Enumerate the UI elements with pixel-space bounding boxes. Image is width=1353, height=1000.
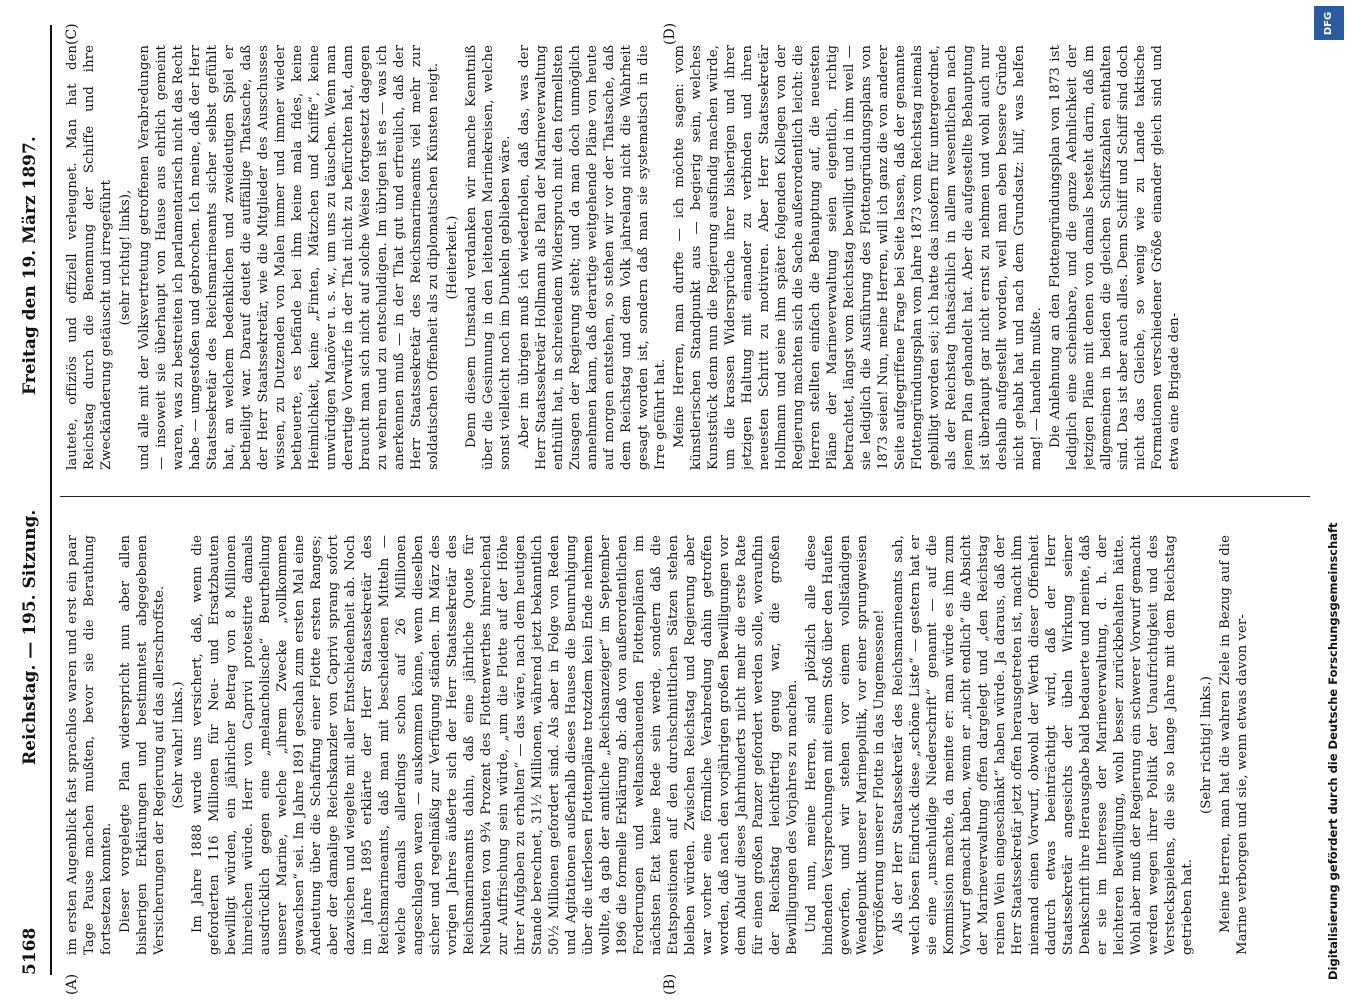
paragraph: Und nun, meine Herren, sind plötzlich alle diese bindenden Versprechungen mit einem Stoß über den Haufen geworfen, und wir stehen vor einem vollständigen Wendepunkt unserer Marinepolitik, vor einer sprungweisen Vergrößerung unserer Flotte in das Ungemessene! (804, 535, 887, 955)
margin-marker-d: (D) (662, 22, 678, 45)
header-rule (50, 25, 52, 975)
paragraph: Dieser vorgelegte Plan widerspricht nun aber allen bisherigen Erklärungen und bestimmtest abgegebenen Versicherungen der Regierung auf das allerschroffste. (118, 535, 167, 955)
digitization-credit: Digitalisierung gefördert durch die Deutsche Forschungsgemeinschaft (1326, 522, 1340, 980)
dfg-logo (1314, 6, 1344, 40)
interjection: (Sehr wahr! links.) (171, 681, 186, 809)
paragraph: Die Anlehnung an den Flottengründungsplan von 1873 ist lediglich eine scheinbare, und die ganze Aehnlichkeit der jetzigen Pläne mit denen von damals besteht darin, daß im allgemeinen in beiden die gleichen Schiffszahlen enthalten sind. Das ist aber auch alles. Denn Schiff und Schiff sind doch nicht das Gleiche, so wenig wie zu Lande taktische Formationen verschiedener Größe einander gleich sind und etwa eine Brigade den- (1048, 45, 1182, 470)
page-number: 5168 (20, 927, 40, 975)
dfg-logo-text: DFG (1323, 11, 1335, 35)
page-header (20, 25, 54, 975)
paragraph: Als der Herr Staatssekretär des Reichsmarineamts sah, welch bösen Eindruck diese „schöne Liste“ — gestern hat er sie eine „unschuldige Niederschrift“ genannt — auf die Kommission machte, da meinte er: man würde es ihm zum Vorwurf gemacht haben, wenn er „nicht endlich“ die Absicht der Marineverwaltung offen dargelegt und „den Reichstag reinen Wein eingeschänkt“ haben würde. Ja daraus, daß der Herr Staatssekretär jetzt offen herausgetreten ist, macht ihm niemand einen Vorwurf, obwohl der Werth dieser Offenheit dadurch etwas beeinträchtigt wird, daß der Herr Staatssekretär angesichts der übeln Wirkung seiner Denkschrift ihre Herausgabe bald bedauerte und meinte, daß er sie im Interesse der Marineverwaltung, d. h. der leichteren Bewilligung, wohl besser zurückbehalten hätte. Wohl aber muß der Regierung ein schwerer Vorwurf gemacht werden wegen ihrer Politik der Unaufrichtigkeit und des Versteckspielens, die sie so lange Jahre mit dem Reichstag getrieben hat. (891, 535, 1195, 955)
paragraph: lautete, offiziös und offiziell verleugnet. Man hat den Reichstag durch die Benennung der Schiffe und ihre Zweckänderung getäuscht und irregeführt (65, 45, 114, 470)
paragraph: Meine Herren, man hat die wahren Ziele in Bezug auf die Marine verborgen und sie, wenn etwas davon ver- (1218, 535, 1250, 955)
paragraph: Meine Herren, man durfte — ich möchte sagen: vom künstlerischen Standpunkt aus — begierig sein, welches Kunststück denn nun die Regierung ausfindig machen würde, um die krassen Widersprüche ihrer bisherigen und ihrer jetzigen Haltung mit einander zu verbinden und ihren neuesten Schritt zu motiviren. Aber Herr Staatssekretär Hollmann und seine ihm später folgenden Kollegen von der Regierung machten sich die Sache außerordentlich leicht: die Herren stellten einfach die Behauptung auf, die neuesten Pläne der Marineverwaltung seien eigentlich, richtig betrachtet, längst vom Reichstag bewilligt und in ihm weil — sie lediglich die Ausführung des Flottengründungsplans von 1873 seien! Nun, meine Herren, will ich ganz die von anderer Seite aufgegriffene Frage bei Seite lassen, daß der genannte Flottengründungsplan vom Jahre 1873 vom Reichstag niemals gebilligt worden sei; ich hatte das insofern für untergeordnet, als der Reichstag thatsächlich in allem wesentlichen nach jenem Plan gehandelt hat. Aber die aufgestellte Behauptung ist überhaupt gar nicht ernst zu nehmen und wohl auch nur deshalb aufgestellt worden, weil man eben bessere Gründe nicht gehabt hat und nach dem Grundsatz: hilf, was helfen mag! — handeln mußte. (672, 45, 1044, 470)
interjection: (Heiterkeit.) (445, 215, 460, 300)
paragraph: Aber im übrigen muß ich wiederholen, daß das, was der Herr Staatssekretär Hollmann als Plan der Marineverwaltung enthüllt hat, in schreiendem Widerspruch mit den formellsten Zusagen der Regierung steht; und da man doch unmöglich annehmen kann, daß derartige weitgehende Pläne von heute auf morgen entstehen, so stehen wir vor der Thatsache, daß dem Reichstag und dem Volk jahrelang nicht die Wahrheit gesagt worden ist, sondern daß man sie systematisch in die Irre geführt hat. (517, 45, 668, 470)
paragraph: Im Jahre 1888 wurde uns versichert, daß, wenn die geforderten 116 Millionen für Neu- und Ersatzbauten bewilligt würden, ein jährlicher Betrag von 8 Millionen hinreichen würde. Herr von Caprivi protestirte damals ausdrücklich gegen eine „melancholische“ Beurtheilung unserer Marine, welche „ihrem Zwecke „vollkommen gewachsen“ sei. Im Jahre 1891 geschah zum ersten Mal eine Andeutung über die Schaffung einer Flotte ersten Ranges; aber der damalige Reichskanzler von Caprivi sprang sofort dazwischen und wiegelte mit aller Entschiedenheit ab. Noch im Jahre 1895 erklärte der Herr Staatssekretär des Reichsmarineamts, daß man mit bescheidenen Mitteln — welche damals allerdings schon auf 26 Millionen angeschlagen waren — auskommen könne, wenn dieselben sicher und regelmäßig zur Verfügung ständen. Im März des vorigen Jahres äußerte sich der Herr Staatssekretär des Reichsmarineamts dahin, daß eine jährliche Quote für Neubauten von 9¾ Prozent des Flottenwerthes hinreichend zur Auffrischung sein würde, „um die Flotte auf der Höhe ihrer Aufgaben zu erhalten“ — das wäre, nach dem heutigen Stande berechnet, 31½ Millionen, während jetzt bekanntlich 50½ Millionen gefordert sind. Als aber in Folge von Reden und Agitationen außerhalb dieses Hauses die Beunruhigung über die uferlosen Flottenpläne trotzdem kein Ende nehmen wollte, da gab der amtliche „Reichsanzeiger“ im September 1896 die formelle Erklärung ab: daß von außerordentlichen Forderungen und weltanschauenden Flottenplänen im nächsten Etat keine Rede sein werde, sondern daß die Etatspositionen auf den durchschnittlichen Sätzen stehen bleiben würden. Zwischen Reichstag und Regierung aber war vorher eine förmliche Verabredung dahin getroffen worden, daß nach den vorjährigen großen Bewilligungen vor dem Ablauf dieses Jahrhunderts nicht mehr die erste Rate für einen großen Panzer gefordert werden solle, woraufhin der Reichstag leichtfertig genug war, die großen Bewilligungen des Vorjahres zu machen. (190, 535, 800, 955)
interjection: (sehr richtig! links), (118, 189, 133, 326)
margin-marker-a: (A) (64, 973, 80, 995)
left-column (64, 535, 1310, 955)
margin-marker-b: (B) (662, 973, 678, 995)
session-date: Freitag den 19. März 1897. (20, 136, 40, 395)
interjection: (Sehr richtig! links.) (1199, 675, 1214, 815)
column-divider (60, 496, 1310, 497)
session-title: Reichstag. — 195. Sitzung. (20, 509, 40, 765)
right-column (64, 45, 1310, 470)
margin-marker-c: (C) (64, 23, 80, 45)
paragraph: im ersten Augenblick fast sprachlos waren und erst ein paar Tage Pause machen mußten, bevor sie die Berathung fortsetzen konnten. (65, 535, 114, 955)
paragraph: Denn diesem Umstand verdanken wir manche Kenntniß über die Gesinnung in den leitenden Marinekreisen, welche sonst vielleicht noch im Dunkeln geblieben wäre. (464, 45, 513, 470)
reichstag-page (20, 22, 1310, 995)
paragraph: und alle mit der Volksvertretung getroffenen Verabredungen — insoweit sie überhaupt von Hause aus ehrlich gemeint waren, was zu bestreiten ich parlamentarisch nicht das Recht habe — umgestoßen und gebrochen. Ich meine, daß der Herr Staatssekretär des Reichsmarineamts sicher selbst gefühlt hat, an welchem bedenklichen und zweideutigen Spiel er betheiligt war. Darauf deutet die auffällige Thatsache, daß der Herr Staatssekretär, wie die Mitglieder des Ausschusses wissen, zu Dutzenden von Malen immer und immer wieder betheuerte, es befände bei ihm keine mala fides, keine Heimlichkeit, keine „Finten, Mätzchen und Kniffe“, keine unwürdigen Manöver u. s. w., um uns zu täuschen. Wenn man derartige Vorwürfe in der That nicht zu befürchten hat, dann braucht man sich nicht auf solche Weise fortgesetzt dagegen zu wehren und zu entschuldigen. Im übrigen ist es — was ich anerkennen muß — in der That gut und erfreulich, daß der Herr Staatssekretär des Reichsmarineamts viel mehr zur soldatischen Offenheit als zu diplomatischen Künsten neigt. (137, 45, 441, 470)
